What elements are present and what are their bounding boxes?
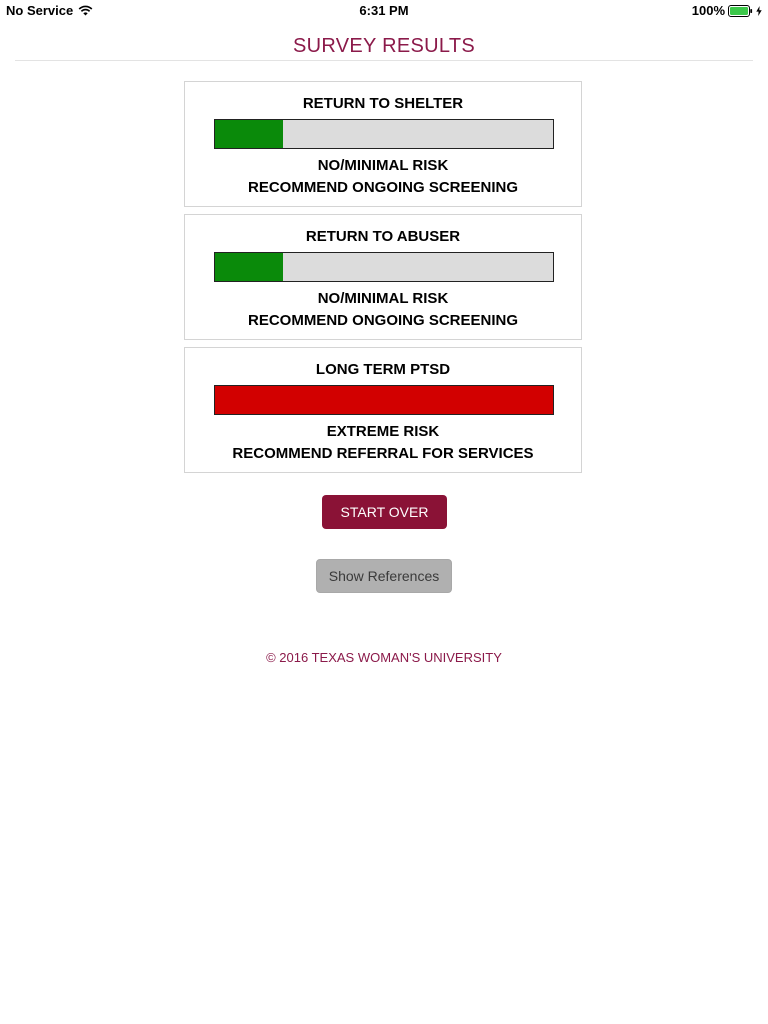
battery-icon xyxy=(728,5,753,17)
risk-meter xyxy=(214,385,554,415)
risk-meter-fill xyxy=(215,386,553,414)
risk-level-label: EXTREME RISK xyxy=(326,423,440,440)
risk-meter xyxy=(214,252,554,282)
result-card-return-to-abuser xyxy=(184,214,582,340)
risk-level-label: NO/MINIMAL RISK xyxy=(317,157,449,174)
recommendation-label: RECOMMEND REFERRAL FOR SERVICES xyxy=(232,445,534,462)
recommendation-label: RECOMMEND ONGOING SCREENING xyxy=(247,179,518,196)
status-time: 6:31 PM xyxy=(359,3,409,18)
risk-meter xyxy=(214,119,554,149)
risk-meter-fill xyxy=(215,120,283,148)
result-card-long-term-ptsd xyxy=(184,347,582,473)
start-over-button[interactable]: START OVER xyxy=(322,495,447,529)
risk-level-label: NO/MINIMAL RISK xyxy=(317,290,449,307)
risk-meter-fill xyxy=(215,253,283,281)
status-right xyxy=(692,3,762,18)
page-title: SURVEY RESULTS xyxy=(292,35,476,57)
charging-bolt-icon xyxy=(756,6,762,16)
page-header xyxy=(15,32,753,61)
result-title: LONG TERM PTSD xyxy=(315,361,451,378)
copyright-footer: © 2016 TEXAS WOMAN'S UNIVERSITY xyxy=(266,650,502,665)
status-bar xyxy=(0,0,768,22)
result-title: RETURN TO SHELTER xyxy=(302,95,464,112)
recommendation-label: RECOMMEND ONGOING SCREENING xyxy=(247,312,518,329)
result-card-return-to-shelter xyxy=(184,81,582,207)
result-title: RETURN TO ABUSER xyxy=(305,228,461,245)
carrier-label: No Service xyxy=(6,3,74,18)
battery-percent: 100% xyxy=(691,3,725,18)
show-references-button[interactable]: Show References xyxy=(316,559,452,593)
